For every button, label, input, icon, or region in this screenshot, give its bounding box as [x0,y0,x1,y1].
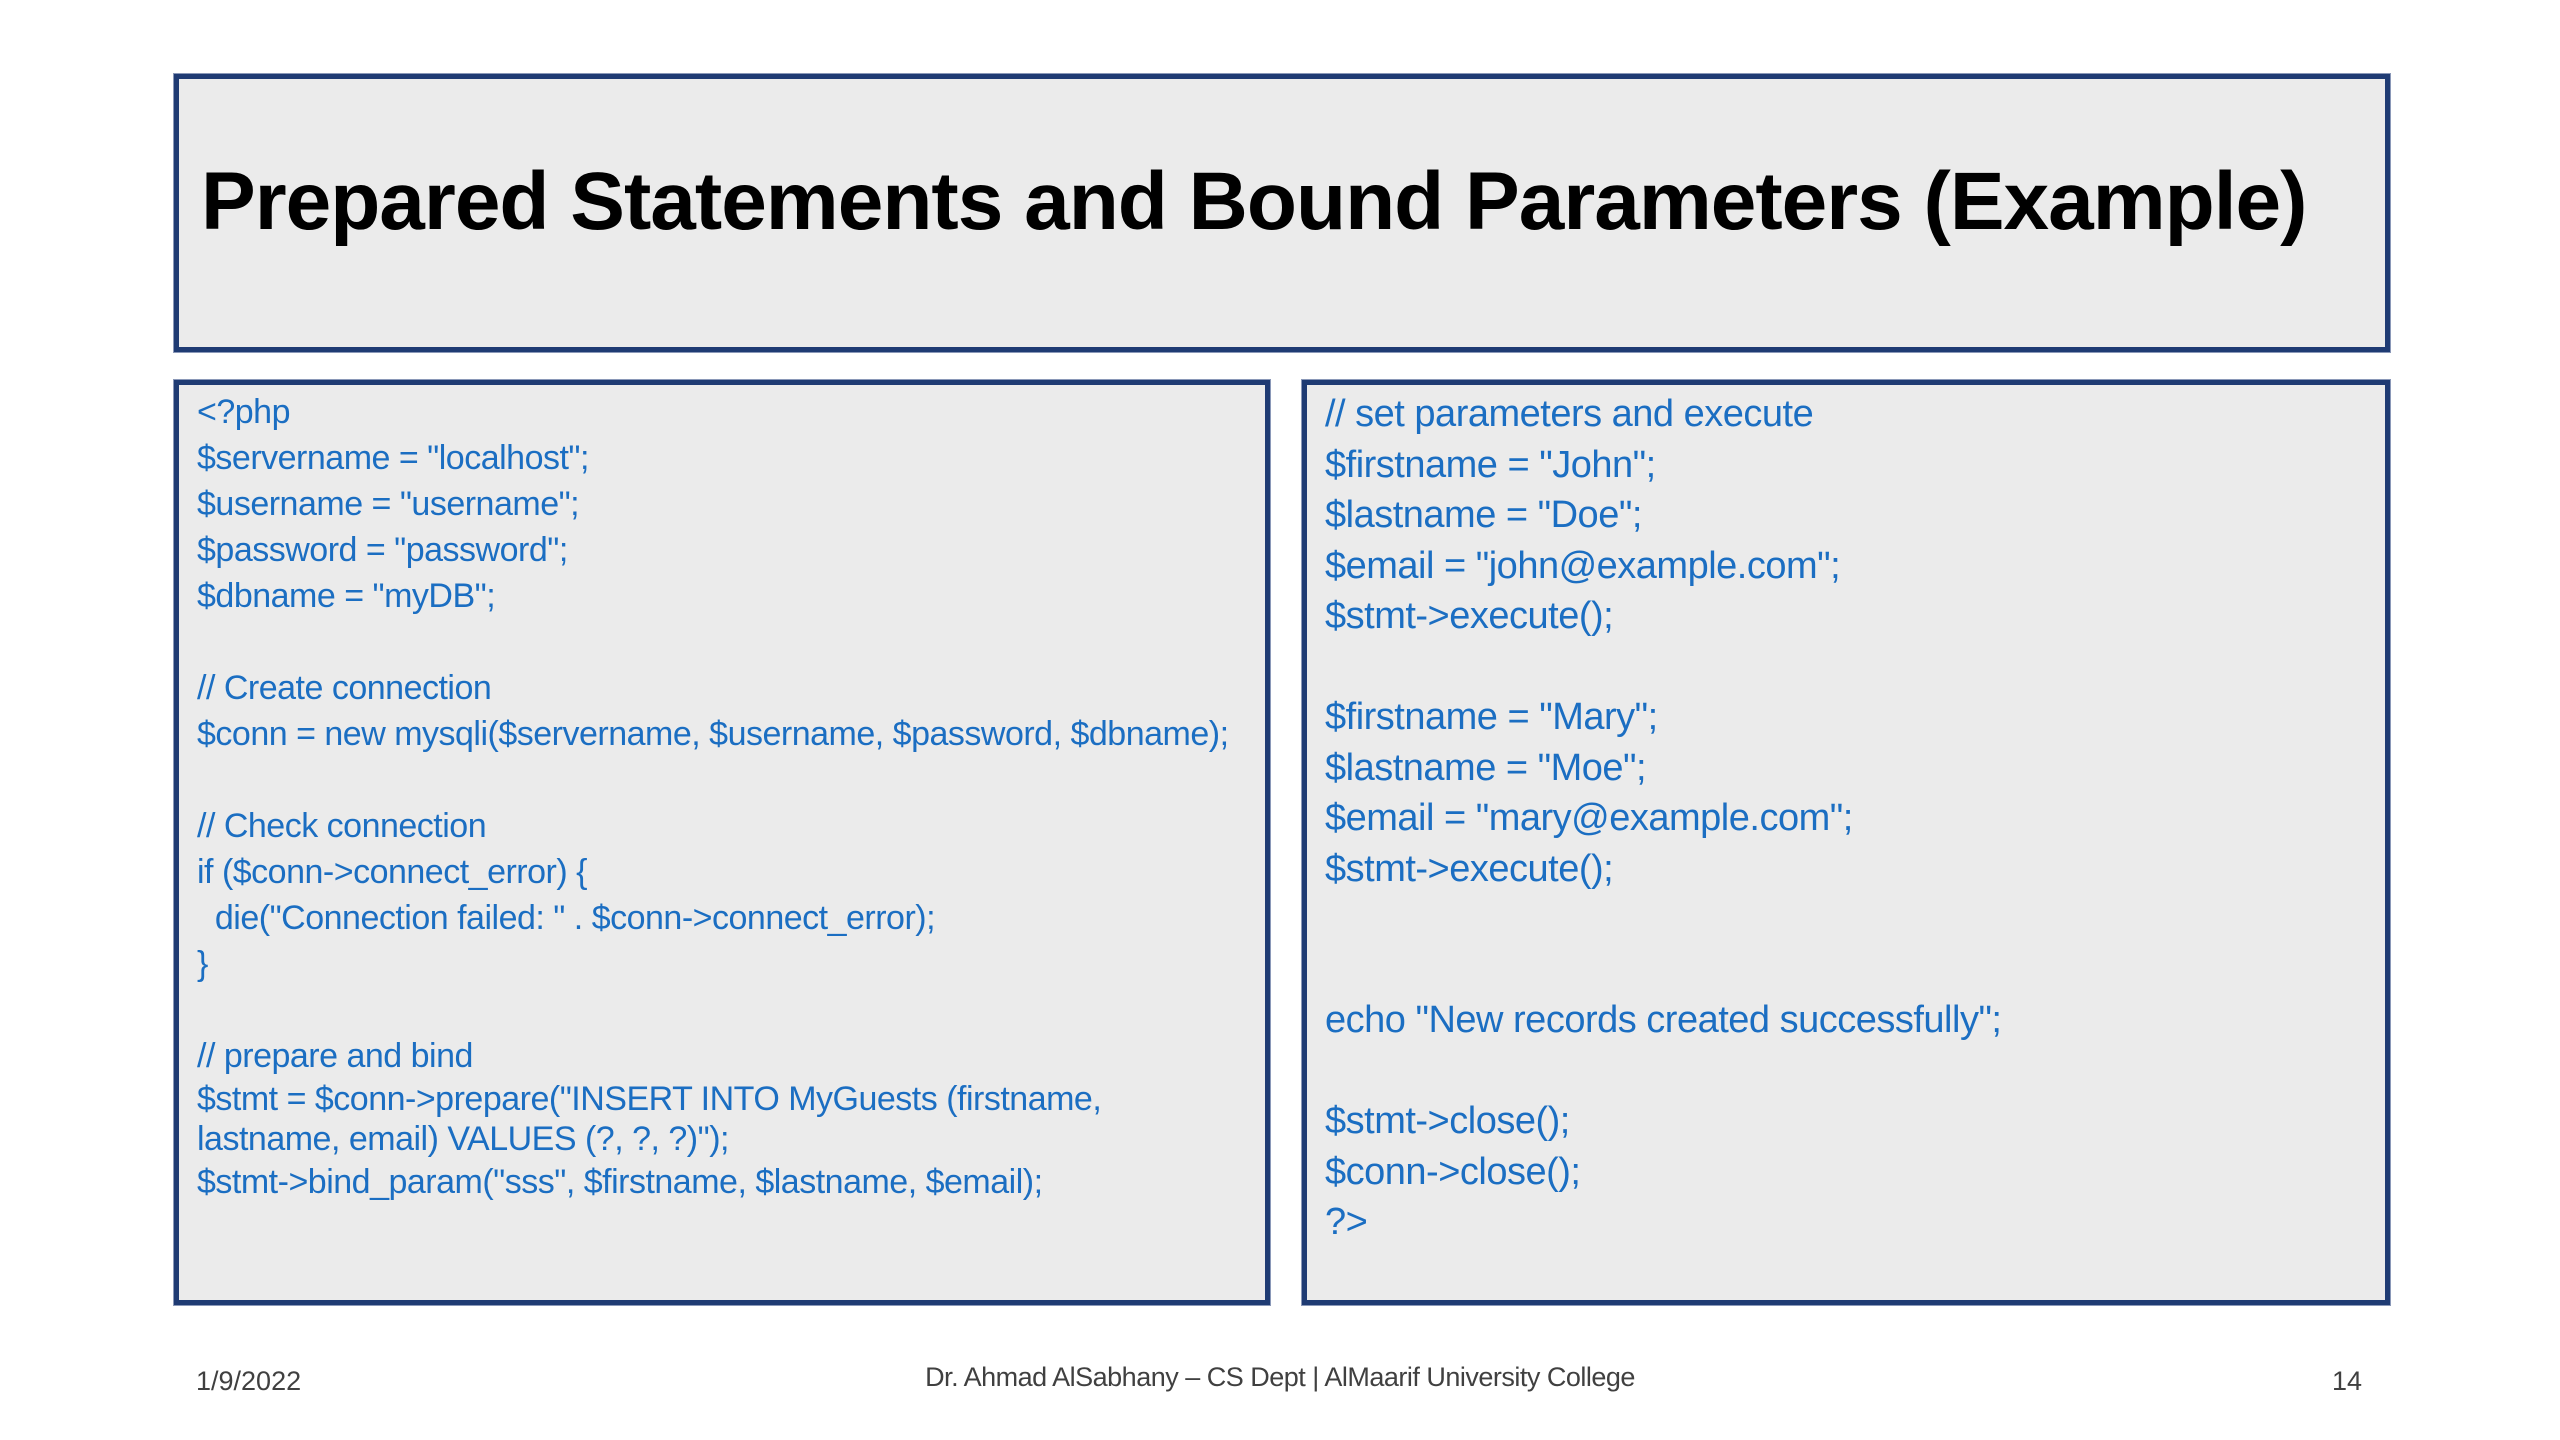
code-line [1325,945,2375,996]
code-line: // Create connection [197,669,492,707]
code-line: // prepare and bind [197,1037,473,1075]
right-code-lines [1325,389,2375,1248]
code-line: ?> [1325,1201,1368,1243]
code-line: if ($conn->connect_error) { [197,853,587,891]
code-line: die("Connection failed: " . $conn->connect_error); [197,899,936,937]
left-code-lines [197,389,1255,1205]
code-line [197,757,1255,803]
code-line: $conn = new mysqli($servername, $username, $password, $dbname); [197,715,1229,753]
code-line: // Check connection [197,807,487,845]
code-line: $firstname = "Mary"; [1325,696,1658,738]
code-line: $email = "john@example.com"; [1325,544,1841,587]
code-line [1325,894,2375,945]
code-line: echo "New records created successfully"; [1325,999,2002,1041]
code-line: $stmt->execute(); [1325,847,1614,890]
code-line: $firstname = "John"; [1325,443,1656,486]
code-line: } [197,945,208,983]
code-line: $email = "mary@example.com"; [1325,797,1853,839]
code-line: $dbname = "myDB"; [197,577,496,615]
footer-author: Dr. Ahmad AlSabhany – CS Dept | AlMaarif University College [925,1362,1635,1392]
code-line: $stmt = $conn->prepare("INSERT INTO MyGuests (firstname, [197,1080,1102,1118]
code-line: $lastname = "Doe"; [1325,494,1642,536]
code-line: // set parameters and execute [1325,393,1814,435]
code-line: $conn->close(); [1325,1150,1581,1193]
code-line: lastname, email) VALUES (?, ?, ?)"); [197,1120,729,1158]
code-line [197,619,1255,665]
left-code-box [174,380,1270,1305]
code-line: $lastname = "Moe"; [1325,746,1647,789]
right-code-box [1302,380,2390,1305]
code-line: $stmt->close(); [1325,1100,1570,1142]
code-line [1325,1046,2375,1097]
footer-page-number: 14 [2331,1366,2362,1396]
footer-date: 1/9/2022 [196,1366,302,1396]
slide-title: Prepared Statements and Bound Parameters (Example) [201,156,2307,247]
code-line [197,987,1255,1033]
code-line [1325,642,2375,693]
code-line: $username = "username"; [197,485,580,523]
code-line: <?php [197,393,290,431]
code-line: $servername = "localhost"; [197,439,589,477]
code-line: $stmt->bind_param("sss", $firstname, $lastname, $email); [197,1163,1043,1201]
code-line: $password = "password"; [197,531,568,569]
title-box [174,74,2390,352]
code-line: $stmt->execute(); [1325,595,1614,637]
